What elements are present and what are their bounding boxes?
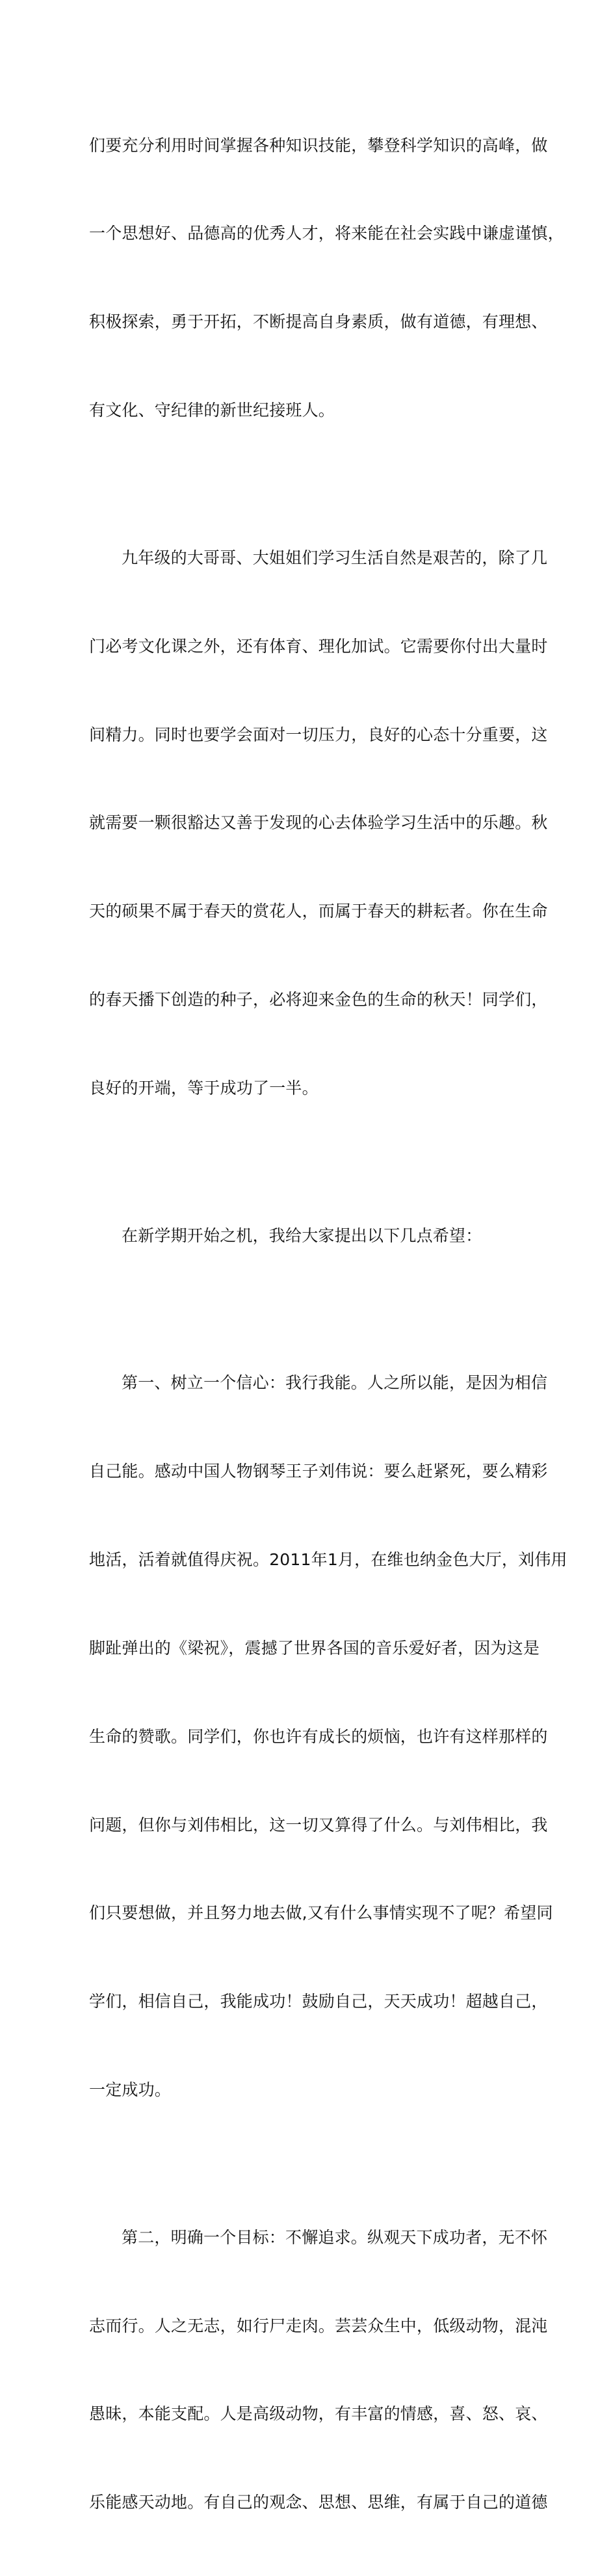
text-line: 一定成功。	[89, 2080, 172, 2100]
text-line: 九年级的大哥哥、大姐姐们学习生活自然是艰苦的，除了几	[122, 548, 548, 567]
document-body	[89, 72, 567, 2576]
text-line: 有文化、守纪律的新世纪接班人。	[89, 401, 335, 420]
text-line: 脚趾弹出的《梁祝》，震撼了世界各国的音乐爱好者，因为这是	[89, 1638, 540, 1657]
paragraph-4	[89, 1309, 567, 2164]
text-line: 在新学期开始之机，我给大家提出以下几点希望：	[122, 1226, 482, 1245]
paragraph-5	[89, 2164, 548, 2576]
paragraph-3	[89, 1162, 518, 1309]
text-line: 间精力。同时也要学会面对一切压力，良好的心态十分重要，这	[89, 725, 548, 744]
text-line: 学们，相信自己，我能成功！鼓励自己，天天成功！超越自己，	[89, 1992, 548, 2011]
text-line: 愚昧，本能支配。人是高级动物，有丰富的情感，喜、怒、哀、	[89, 2404, 548, 2424]
text-line: 一个思想好、品德高的优秀人才，将来能在社会实践中谦虚谨慎，	[89, 224, 564, 243]
text-line: 志而行。人之无志，如行尸走肉。芸芸众生中，低级动物，混沌	[89, 2316, 548, 2335]
paragraph-2	[89, 484, 548, 1162]
paragraph-1	[89, 72, 564, 484]
text-line: 地活，活着就值得庆祝。2011年1月，在维也纳金色大厅，刘伟用	[89, 1550, 567, 1569]
text-line: 们要充分利用时间掌握各种知识技能，攀登科学知识的高峰，做	[89, 135, 548, 155]
text-line: 就需要一颗很豁达又善于发现的心去体验学习生活中的乐趣。秋	[89, 813, 548, 833]
text-line: 第一、树立一个信心：我行我能。人之所以能，是因为相信	[122, 1373, 548, 1393]
text-line: 问题，但你与刘伟相比，这一切又算得了什么。与刘伟相比，我	[89, 1815, 548, 1834]
text-line: 第二，明确一个目标：不懈追求。纵观天下成功者，无不怀	[122, 2227, 548, 2247]
text-line: 良好的开端，等于成功了一半。	[89, 1079, 318, 1098]
text-line: 乐能感天动地。有自己的观念、思想、思维，有属于自己的道德	[89, 2493, 548, 2512]
text-line: 自己能。感动中国人物钢琴王子刘伟说：要么赶紧死，要么精彩	[89, 1461, 548, 1481]
text-line: 门必考文化课之外，还有体育、理化加试。它需要你付出大量时	[89, 636, 548, 656]
text-line: 的春天播下创造的种子，必将迎来金色的生命的秋天！同学们，	[89, 990, 548, 1010]
text-line: 天的硕果不属于春天的赏花人，而属于春天的耕耘者。你在生命	[89, 902, 548, 921]
text-line: 生命的赞歌。同学们，你也许有成长的烦恼，也许有这样那样的	[89, 1726, 548, 1746]
text-line: 们只要想做，并且努力地去做,又有什么事情实现不了呢？希望同	[89, 1903, 553, 1923]
text-line: 积极探索，勇于开拓，不断提高自身素质，做有道德，有理想、	[89, 312, 548, 332]
